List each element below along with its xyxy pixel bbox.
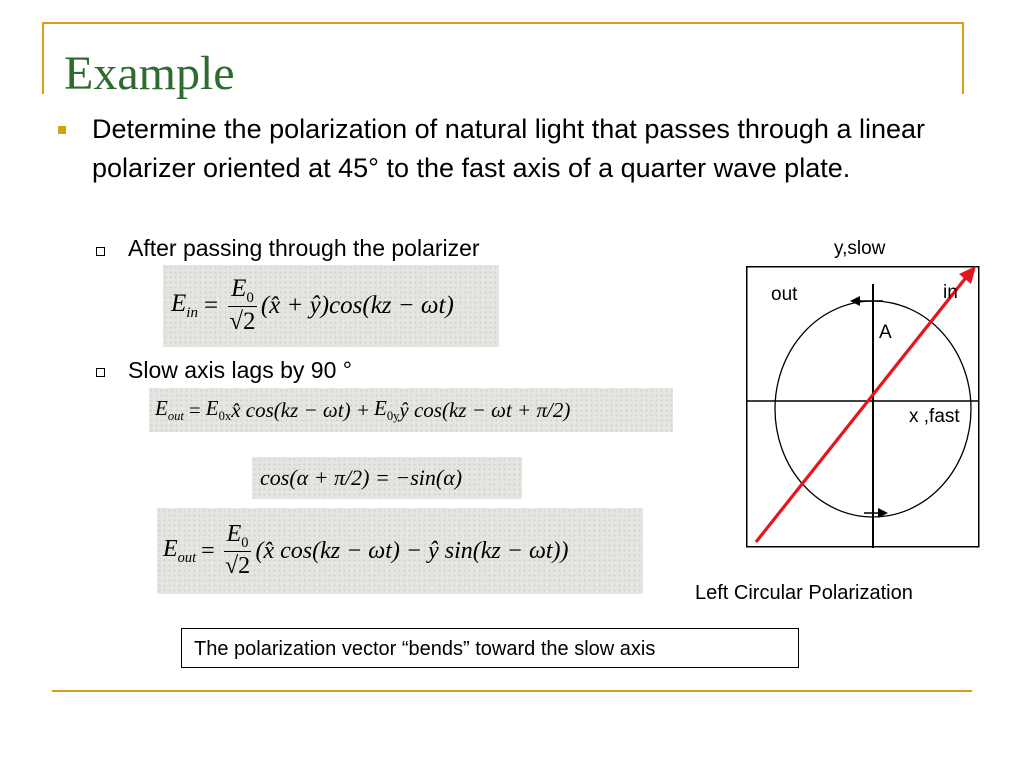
diagram-caption: Left Circular Polarization <box>695 582 913 604</box>
equation-e-out-expanded: $E_{out}$ = $E_{0x}$ x̂ cos(kz − ωt) + $E_{0y}$ ŷ cos(kz − ωt + π/2) <box>149 388 673 432</box>
frame-right-rule <box>962 22 964 94</box>
out-label: out <box>771 284 798 305</box>
frame-top-rule <box>42 22 964 24</box>
y-axis-label: y,slow <box>834 238 886 259</box>
sub-bullet-text-2: Slow axis lags by 90 ° <box>128 357 352 383</box>
x-axis-label: x ,fast <box>909 406 960 427</box>
main-bullet-text: Determine the polarization of natural light that passes through a linear polarizer oriented at 45° to the fast axis of a quarter wave plate. <box>92 114 925 183</box>
eq-lhs: $E_{in}$ <box>171 290 198 321</box>
equation-identity: cos(α + π/2) = −sin(α) <box>252 457 522 499</box>
frame-bottom-rule <box>52 690 972 692</box>
sub-bullet-icon <box>96 368 105 377</box>
frame-left-rule <box>42 22 44 94</box>
eq-fraction: $\frac{E_0}{√2}$ <box>229 274 256 336</box>
a-label: A <box>879 322 892 343</box>
sub-bullet-icon <box>96 247 105 256</box>
equation-e-in: $E_{in}$ = $\frac{E_0}{√2}$ (x̂ + ŷ)cos(kz − ωt) <box>163 265 499 347</box>
bullet-square-icon <box>58 126 66 134</box>
sub-bullet-text-1: After passing through the polarizer <box>128 235 480 261</box>
equation-e-out-final: $E_{out}$ = $\frac{E_0}{√2}$ (x̂ cos(kz − ωt) − ŷ sin(kz − ωt)) <box>157 508 643 594</box>
in-label: in <box>943 282 958 303</box>
callout-box: The polarization vector “bends” toward the slow axis <box>181 628 799 668</box>
slide-title: Example <box>64 47 235 100</box>
eq-body: (x̂ + ŷ)cos(kz − ωt) <box>260 292 454 319</box>
